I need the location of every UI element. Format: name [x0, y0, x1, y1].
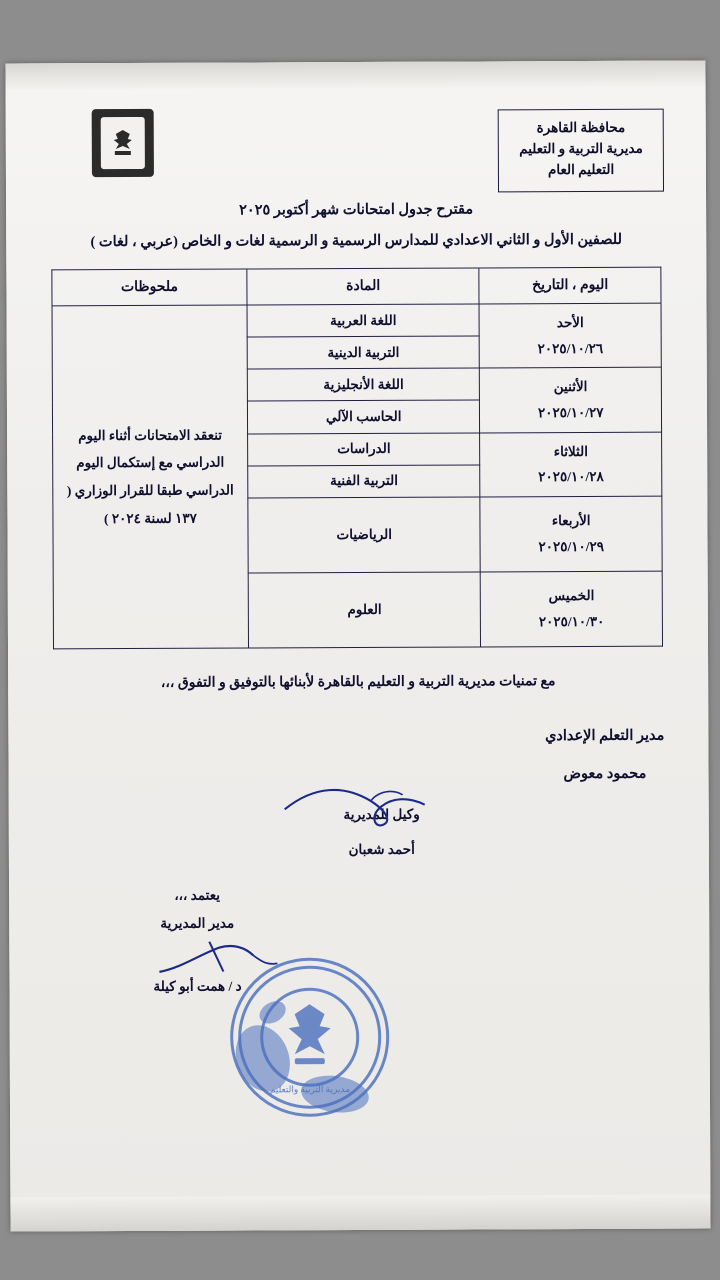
- document-page: [5, 60, 710, 1231]
- cell-date-tuesday: [480, 432, 662, 497]
- cell-subject: التربية الدينية: [247, 336, 479, 369]
- date-label: ٢٠٢٥/١٠/٢٧: [537, 404, 604, 421]
- closing-statement: مع تمنيات مديرية التربية و التعليم بالقاهرة لأبنائها بالتوفيق و التفوق ،،،: [160, 673, 556, 691]
- document-header: [40, 87, 672, 200]
- cell-subject: التربية الفنية: [248, 465, 480, 498]
- signature-middle-title: وكيل للمديرية: [343, 806, 420, 822]
- cell-date-sunday: [479, 303, 661, 368]
- cell-subject: الحاسب الآلي: [247, 400, 479, 433]
- cell-subject: اللغة الأنجليزية: [247, 368, 479, 401]
- date-label: ٢٠٢٥/١٠/٣٠: [538, 613, 605, 630]
- column-header-date: اليوم ، التاريخ: [479, 267, 661, 304]
- republic-emblem-logo: [92, 109, 154, 177]
- approval-label: يعتمد ،،،: [174, 887, 221, 903]
- signature-left-title: مدير المديرية: [160, 915, 235, 932]
- day-label: الخميس: [548, 588, 595, 604]
- page-title: مقترح جدول امتحانات شهر أكتوبر ٢٠٢٥: [239, 201, 474, 219]
- governorate-header-box: [498, 109, 664, 192]
- cell-date-wednesday: [480, 496, 662, 572]
- table-row: [52, 303, 661, 338]
- governorate-line-1: محافظة القاهرة: [536, 119, 626, 136]
- day-label: الأحد: [556, 315, 584, 331]
- table-header-row: [52, 267, 661, 306]
- column-header-subject: المادة: [247, 268, 480, 305]
- date-label: ٢٠٢٥/١٠/٢٨: [538, 469, 604, 485]
- cell-subject: العلوم: [248, 572, 481, 648]
- governorate-line-3: التعليم العام: [547, 161, 615, 178]
- governorate-line-2: مديرية التربية و التعليم: [519, 140, 643, 157]
- cell-date-thursday: [481, 571, 663, 647]
- emblem-inner: [101, 117, 145, 169]
- date-label: ٢٠٢٥/١٠/٢٦: [537, 340, 604, 356]
- signature-right-title: مدير التعلم الإعدادي: [545, 727, 665, 745]
- eagle-icon: [108, 126, 138, 160]
- day-label: الأربعاء: [551, 513, 591, 529]
- signature-left-name: د / همت أبو كيلة: [153, 978, 242, 994]
- cell-notes: تنعقد الامتحانات أثناء اليوم الدراسي مع إستكمال اليوم الدراسي طبقا للقرار الوزاري ( ١٣٧ لسنة ٢٠٢٤ ): [52, 305, 249, 649]
- exam-schedule-table: [51, 267, 663, 650]
- column-header-notes: ملحوظات: [52, 269, 247, 306]
- official-round-stamp: [214, 942, 405, 1133]
- day-label: الثلاثاء: [553, 443, 588, 459]
- page-subtitle: للصفين الأول و الثاني الاعدادي للمدارس الرسمية و الرسمية لغات و الخاص (عربي ، لغات ): [90, 231, 623, 251]
- cell-subject: الرياضيات: [248, 497, 481, 573]
- cell-date-monday: [480, 367, 662, 432]
- signature-right-name: محمود معوض: [563, 765, 647, 782]
- signature-middle-name: أحمد شعبان: [348, 841, 415, 857]
- day-label: الأثنين: [553, 379, 588, 395]
- signature-block: [42, 717, 675, 994]
- signature-middle: [343, 797, 420, 868]
- date-label: ٢٠٢٥/١٠/٢٩: [538, 538, 605, 555]
- svg-text:مديرية التربية والتعليم: مديرية التربية والتعليم: [269, 1084, 351, 1095]
- signature-right: [545, 718, 665, 794]
- cell-subject: الدراسات: [248, 433, 480, 466]
- cell-subject: اللغة العربية: [247, 304, 479, 337]
